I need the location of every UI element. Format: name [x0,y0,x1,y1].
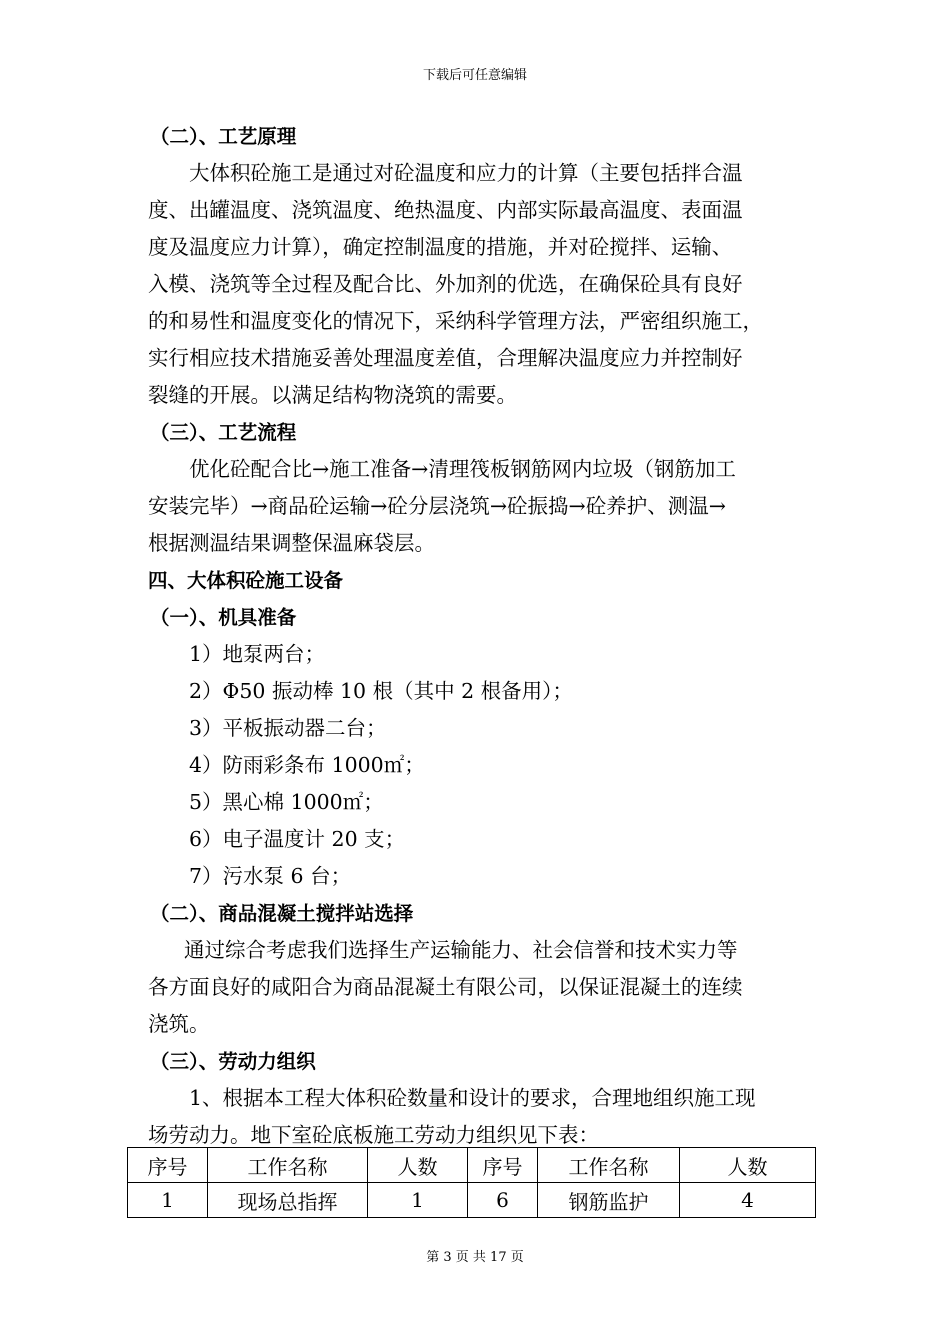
table-header-cell: 序号 [468,1148,538,1183]
table-header-row [128,1148,816,1183]
paragraph-line: 各方面良好的咸阳合为商品混凝土有限公司，以保证混凝土的连续 [148,975,743,999]
paragraph-line: 度、出罐温度、浇筑温度、绝热温度、内部实际最高温度、表面温 [148,198,743,222]
table-cell: 1 [368,1183,468,1218]
paragraph-line: 安装完毕）→商品砼运输→砼分层浇筑→砼振捣→砼养护、测温→ [148,494,726,518]
paragraph-line: 实行相应技术措施妥善处理温度差值，合理解决温度应力并控制好 [148,346,743,370]
table-header-cell: 工作名称 [208,1148,368,1183]
table-cell: 现场总指挥 [208,1183,368,1218]
document-body [148,118,814,1154]
paragraph-line: 大体积砼施工是通过对砼温度和应力的计算（主要包括拌合温 [189,161,743,185]
section-title-mixing-station: （二）、商品混凝土搅拌站选择 [150,902,414,925]
table-cell: 6 [468,1183,538,1218]
paragraph-line: 通过综合考虑我们选择生产运输能力、社会信誉和技术实力等 [184,938,738,962]
section-title-process-principle: （二）、工艺原理 [150,125,297,148]
table-header-cell: 序号 [128,1148,208,1183]
paragraph-line: 度及温度应力计算），确定控制温度的措施，并对砼搅拌、运输、 [148,235,733,259]
section-title-labor: （三）、劳动力组织 [150,1050,316,1073]
paragraph-line: 优化砼配合比→施工准备→清理筏板钢筋网内垃圾（钢筋加工 [189,457,736,481]
section-title-machinery: （一）、机具准备 [150,606,297,629]
table-header-cell: 工作名称 [538,1148,680,1183]
table-cell: 钢筋监护 [538,1183,680,1218]
paragraph-line: 裂缝的开展。以满足结构物浇筑的需要。 [148,383,517,407]
labor-table [127,1147,816,1218]
list-item: 6）电子温度计 20 支； [189,827,406,851]
table-header-cell: 人数 [368,1148,468,1183]
paragraph-line: 的和易性和温度变化的情况下，采纳科学管理方法，严密组织施工， [148,309,763,333]
paragraph-line: 场劳动力。地下室砼底板施工劳动力组织见下表： [148,1123,599,1147]
list-item: 7）污水泵 6 台； [189,864,352,888]
paragraph-line: 根据测温结果调整保温麻袋层。 [148,531,435,555]
page-header: 下载后可任意编辑 [422,68,527,83]
chapter-title-equipment: 四、大体积砼施工设备 [148,569,344,592]
list-item: 5）黑心棉 1000㎡； [189,790,384,814]
table-cell: 4 [680,1183,816,1218]
list-item: 3）平板振动器二台； [189,716,387,740]
table-cell: 1 [128,1183,208,1218]
table-row [128,1183,816,1218]
list-item: 1）地泵两台； [189,642,326,666]
list-item: 2）Φ50 振动棒 10 根（其中 2 根备用）； [189,679,573,703]
list-item: 4）防雨彩条布 1000㎡； [189,753,425,777]
paragraph-line: 1、根据本工程大体积砼数量和设计的要求，合理地组织施工现 [189,1086,756,1110]
paragraph-line: 浇筑。 [148,1012,210,1036]
paragraph-line: 入模、浇筑等全过程及配合比、外加剂的优选，在确保砼具有良好 [148,272,743,296]
section-title-process-flow: （三）、工艺流程 [150,421,297,444]
page-footer: 第 3 页 共 17 页 [426,1250,524,1265]
table-header-cell: 人数 [680,1148,816,1183]
